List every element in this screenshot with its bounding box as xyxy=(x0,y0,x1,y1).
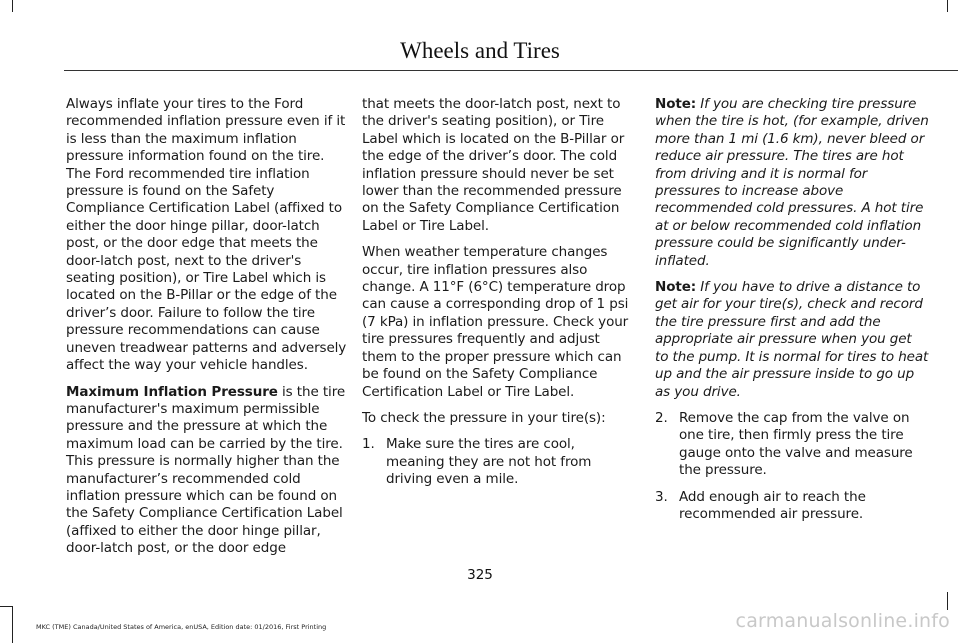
step-number: 2. xyxy=(655,409,668,426)
step-number: 1. xyxy=(362,436,375,453)
note-text: If you are checking tire pressure when the tire is hot, (for example, driven more than 1 mi (1.6 km), never bleed or reduce air pressure. The tires are hot from driving and it is normal for pressures to increase above recommended cold pressures. A hot tire at or below recommended cold inflation pressure could be significantly under-inflated. xyxy=(655,96,929,269)
paragraph-continued: that meets the door-latch post, next to the driver's seating position), or Tire Label which is located on the B-Pillar or the edge of the driver’s door. The cold inflation pressure should never be set lower than the recommended pressure on the Safety Compliance Certification Label or Tire Label. xyxy=(362,96,625,234)
crop-mark-top-right-vertical xyxy=(947,0,948,12)
list-item-step-3 xyxy=(655,489,929,524)
step-number: 3. xyxy=(655,488,668,505)
crop-mark-bottom-right-vertical xyxy=(947,592,948,610)
paragraph-weather-temperature: When weather temperature changes occur, tire inflation pressures also change. A 11°F (6°C) temperature drop can cause a corresponding drop of 1 psi (7 kPa) in inflation pressure. Check your tire pressures frequently and adjust them to the proper pressure which can be found on the Safety Compliance Certification Label or Tire Label. xyxy=(362,244,629,400)
list-item-step-2 xyxy=(655,410,929,480)
watermark: carmanualsonline.info xyxy=(735,610,950,632)
header-rule xyxy=(64,70,958,71)
note-text: If you have to drive a distance to get air for your tire(s), check and record the tire pressure first and add the appropriate air pressure when you get to the pump. It is normal for tires to heat up and the air pressure inside to go up as you drive. xyxy=(655,279,929,400)
column-3 xyxy=(655,96,929,532)
page-number: 325 xyxy=(467,567,493,583)
note-label: Note: xyxy=(655,96,697,112)
note-drive-distance xyxy=(655,279,929,401)
footer-edition-info: MKC (TME) Canada/United States of America, enUSA, Edition date: 01/2016, First Printing xyxy=(36,623,327,631)
list-item-step-1 xyxy=(362,436,634,488)
page-title: Wheels and Tires xyxy=(400,38,560,63)
step-text: Remove the cap from the valve on one tire, then firmly press the tire gauge onto the valve and measure the pressure. xyxy=(679,409,913,479)
note-label: Note: xyxy=(655,279,697,296)
crop-mark-bottom-left-horizontal xyxy=(0,606,12,607)
paragraph-inflate-tires: Always inflate your tires to the Ford recommended inflation pressure even if it is less than the maximum inflation pressure information found on the tire. The Ford recommended tire inflation pressure is found on the Safety Compliance Certification Label (affixed to either the door hinge pillar, door-latch post, or the door edge that meets the door-latch post, next to the driver's seating position), or Tire Label which is located on the B-Pillar or the edge of the driver’s door. Failure to follow the tire pressure recommendations can cause uneven treadwear patterns and adversely affect the way your vehicle handles. xyxy=(66,96,347,374)
paragraph-check-pressure-intro: To check the pressure in your tire(s): xyxy=(362,409,606,426)
term-maximum-inflation-pressure: Maximum Inflation Pressure xyxy=(66,383,278,400)
note-hot-tire xyxy=(655,96,929,270)
column-1 xyxy=(66,96,348,567)
step-text: Make sure the tires are cool, meaning they are not hot from driving even a mile. xyxy=(386,436,592,488)
step-text: Add enough air to reach the recommended air pressure. xyxy=(679,488,866,522)
crop-mark-bottom-left-vertical xyxy=(12,606,13,643)
crop-mark-top-left-vertical xyxy=(12,0,13,12)
column-2 xyxy=(362,96,634,498)
paragraph-maximum-inflation-text: is the tire manufacturer's maximum permissible pressure and the pressure at which the maximum load can be carried by the tire. This pressure is normally higher than the manufacturer’s recommended cold inflation pressure which can be found on the Safety Compliance Certification Label (affixed to either the door hinge pillar, door-latch post, or the door edge xyxy=(66,383,346,557)
paragraph-maximum-inflation-pressure xyxy=(66,384,348,558)
